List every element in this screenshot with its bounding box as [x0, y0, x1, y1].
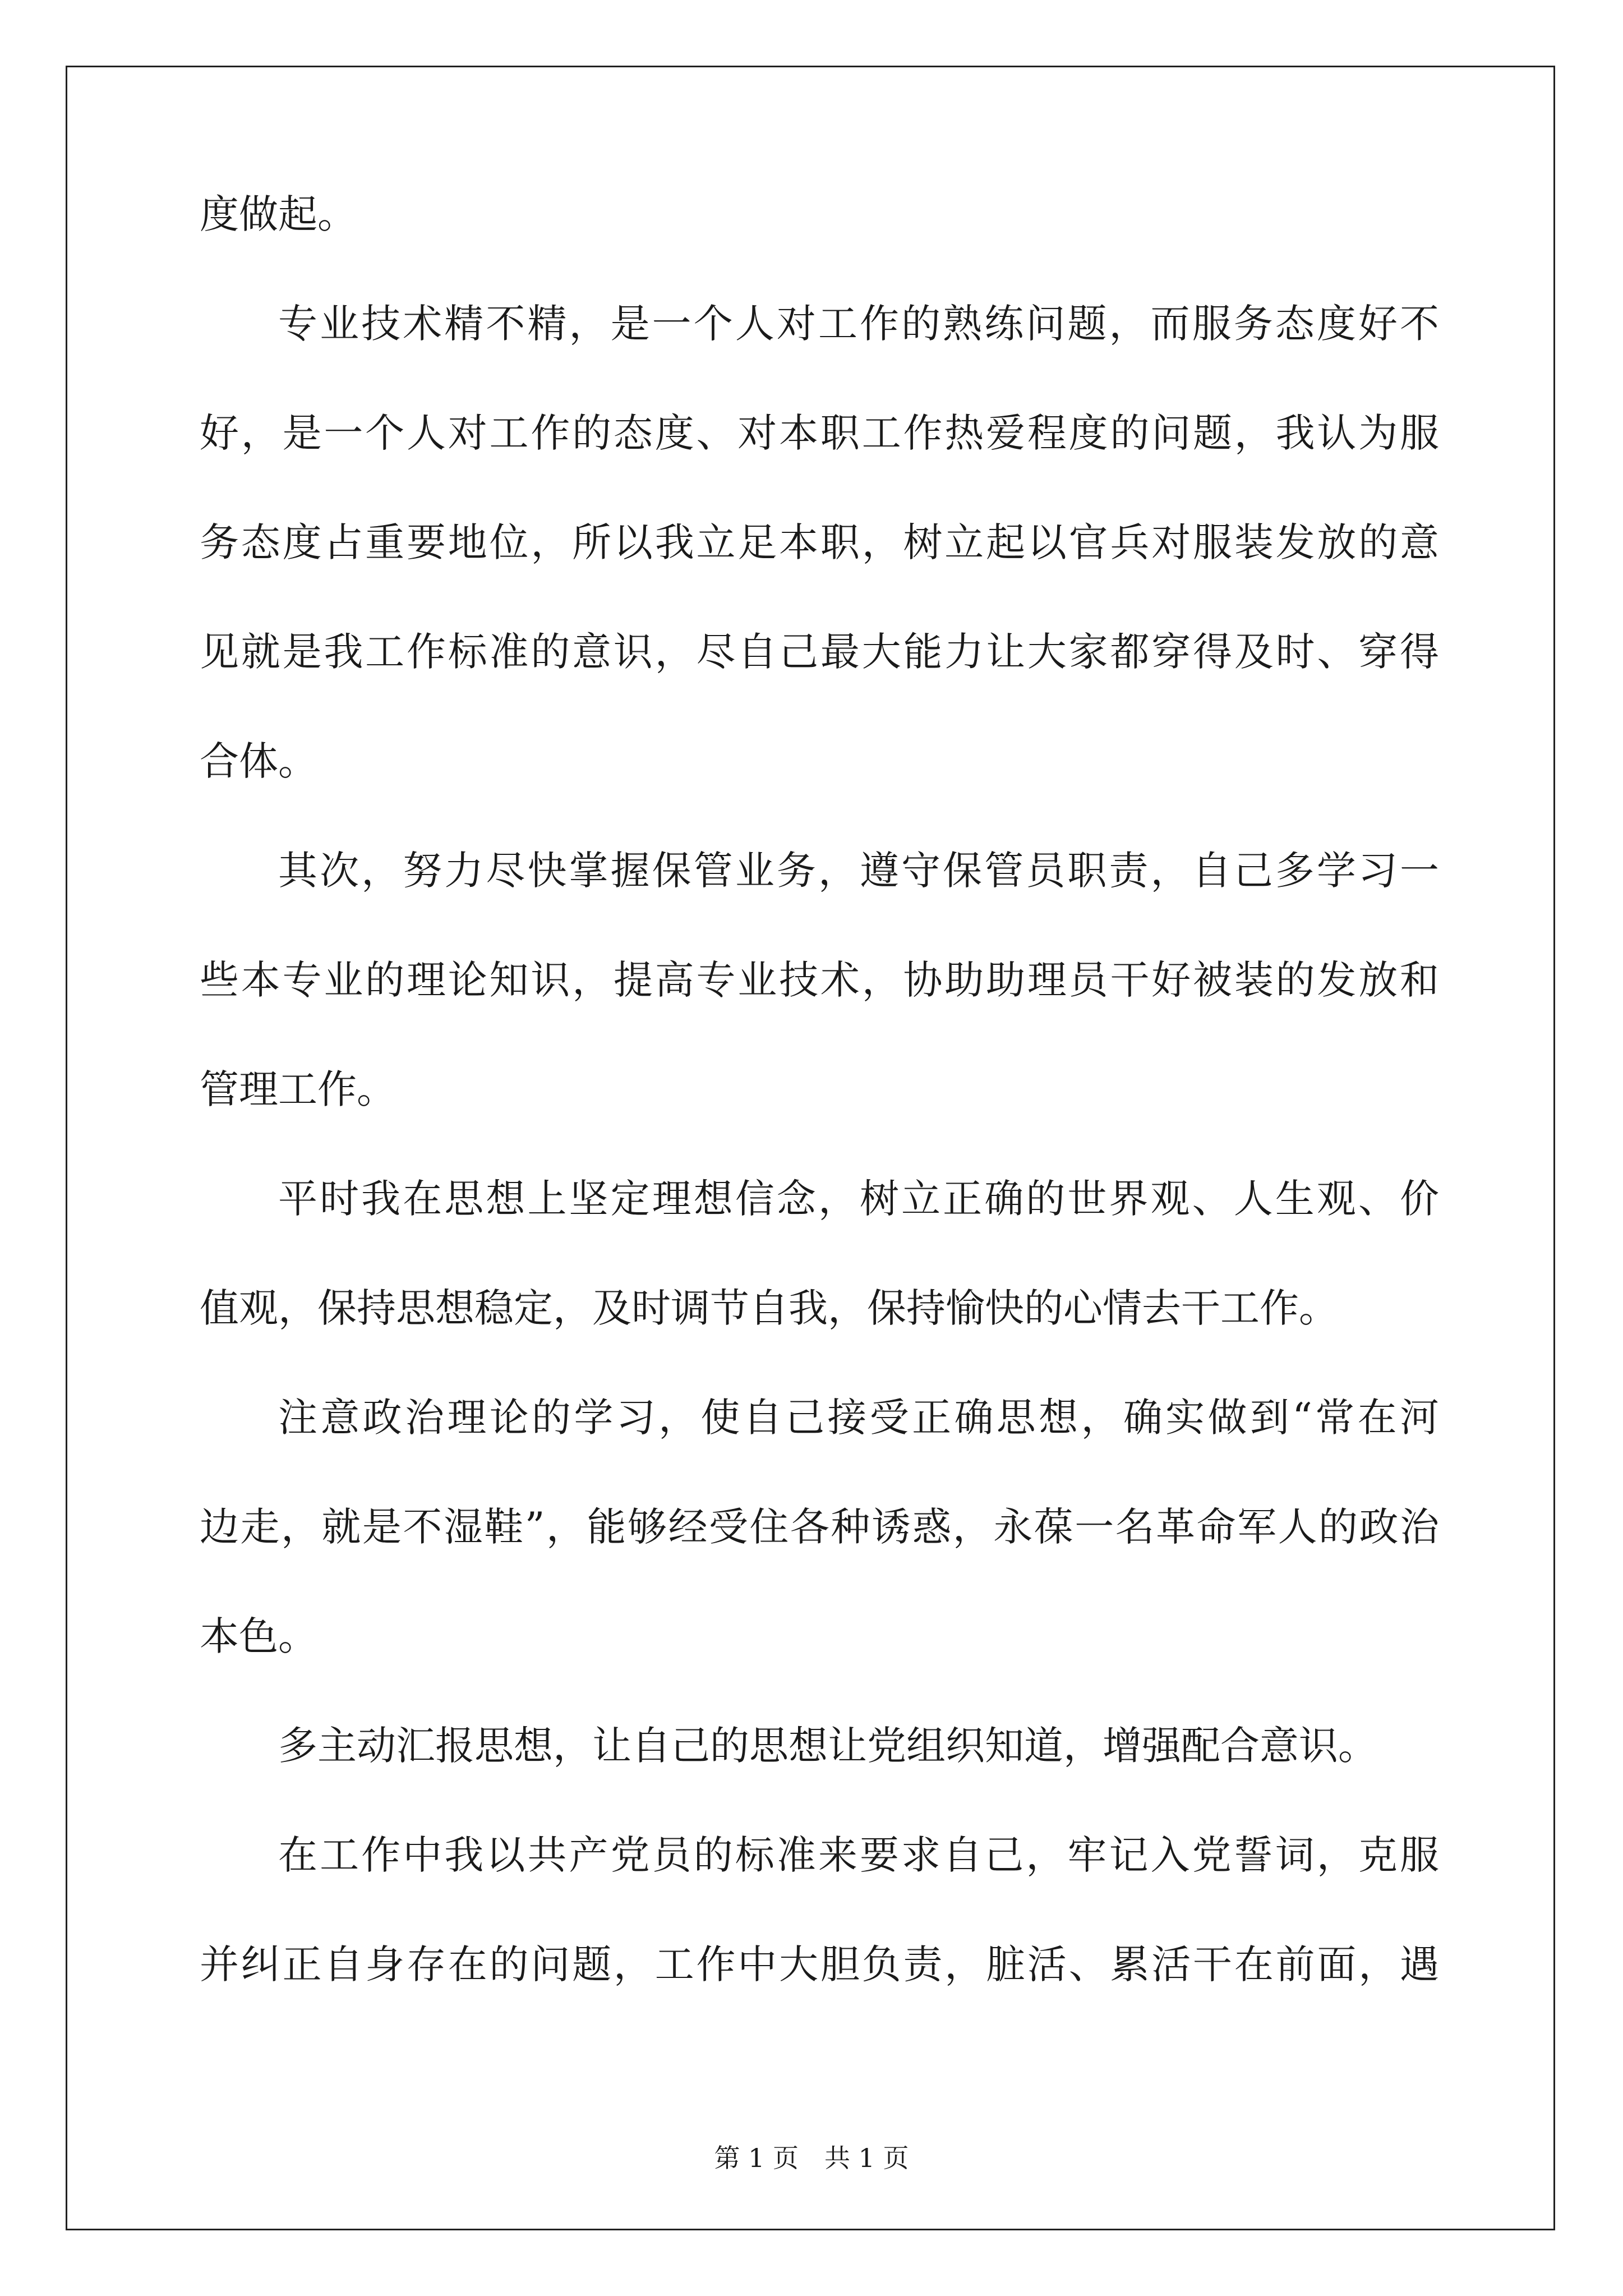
document-body — [200, 191, 1439, 1989]
text-line-10: 平时我在思想上坚定理想信念，树立正确的世界观、人生观、价 — [278, 1176, 1439, 1222]
text-line-6: 合体。 — [200, 738, 317, 784]
text-line-5: 见就是我工作标准的意识，尽自己最大能力让大家都穿得及时、穿得 — [200, 629, 1439, 675]
text-line-17: 并纠正自身存在的问题，工作中大胆负责，脏活、累活干在前面，遇 — [200, 1941, 1439, 1987]
text-line-14: 本色。 — [200, 1613, 317, 1659]
text-line-16: 在工作中我以共产党员的标准来要求自己，牢记入党誓词，克服 — [278, 1832, 1439, 1878]
text-line-9: 管理工作。 — [200, 1066, 396, 1112]
text-line-2: 专业技术精不精，是一个人对工作的熟练问题，而服务态度好不 — [278, 301, 1439, 347]
text-line-3: 好，是一个人对工作的态度、对本职工作热爱程度的问题，我认为服 — [200, 410, 1439, 456]
text-line-7: 其次，努力尽快掌握保管业务，遵守保管员职责，自己多学习一 — [278, 848, 1439, 894]
text-line-13: 边走，就是不湿鞋”，能够经受住各种诱惑，永葆一名革命军人的政治 — [200, 1504, 1439, 1550]
page-number-footer: 第 1 页 共 1 页 — [714, 2143, 909, 2173]
text-line-11: 值观，保持思想稳定，及时调节自我，保持愉快的心情去干工作。 — [200, 1285, 1338, 1331]
text-line-15: 多主动汇报思想，让自己的思想让党组织知道，增强配合意识。 — [278, 1723, 1377, 1769]
text-line-1: 度做起。 — [200, 191, 357, 237]
text-line-8: 些本专业的理论知识，提高专业技术，协助助理员干好被装的发放和 — [200, 957, 1439, 1003]
text-line-12: 注意政治理论的学习，使自己接受正确思想，确实做到“常在河 — [278, 1395, 1439, 1441]
text-line-4: 务态度占重要地位，所以我立足本职，树立起以官兵对服装发放的意 — [200, 519, 1439, 565]
